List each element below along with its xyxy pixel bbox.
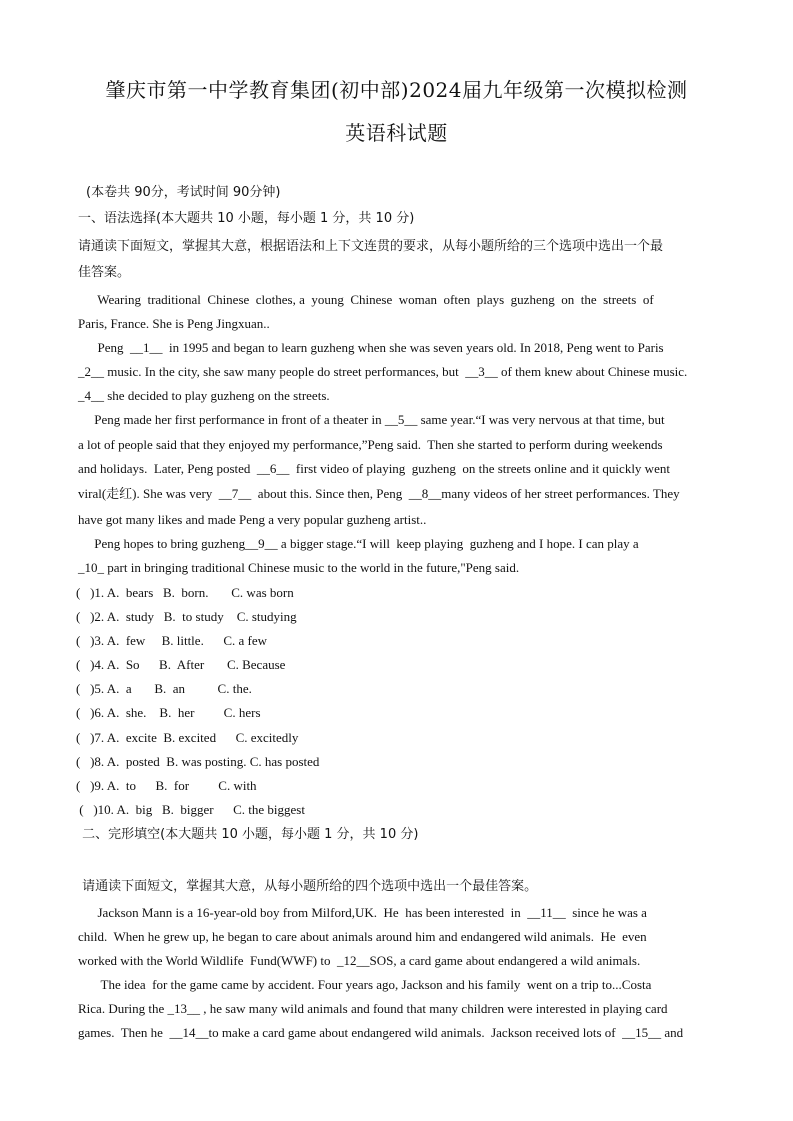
- passage1-line: and holidays. Later, Peng posted __6__ first video of playing guzheng on the streets online and it quickly went: [78, 461, 670, 476]
- question-option-row: ( )6. A. she. B. her C. hers: [76, 705, 261, 720]
- section1-heading: 一、语法选择(本大题共 10 小题，每小题 1 分，共 10 分): [78, 211, 415, 226]
- question-option-row: ( )2. A. study B. to study C. studying: [76, 609, 297, 624]
- question-option-row: ( )5. A. a B. an C. the.: [76, 681, 252, 696]
- question-option-row: ( )8. A. posted B. was posting. C. has posted: [76, 754, 320, 769]
- passage2-line: games. Then he __14__to make a card game about endangered wild animals. Jackson received lots of __15__ and: [78, 1025, 684, 1040]
- passage2-line: Rica. During the _13__ , he saw many wild animals and found that many children were interested in playing card: [78, 1001, 668, 1016]
- section1-instruction-line2: 佳答案。: [78, 265, 131, 280]
- section1-instruction-line1: 请通读下面短文，掌握其大意，根据语法和上下文连贯的要求，从每小题所给的三个选项中选出一个最: [78, 239, 664, 254]
- question-option-row: ( )1. A. bears B. born. C. was born: [76, 585, 294, 600]
- exam-subtitle: 英语科试题: [345, 121, 448, 145]
- passage1-line: Paris, France. She is Peng Jingxuan..: [78, 316, 270, 331]
- question-option-row: ( )9. A. to B. for C. with: [76, 778, 257, 793]
- exam-note: (本卷共 90分，考试时间 90分钟): [86, 185, 281, 200]
- passage2-line: The idea for the game came by accident. Four years ago, Jackson and his family went on a trip to...Costa: [78, 977, 652, 992]
- passage2-line: child. When he grew up, he began to care about animals around him and endangered wild animals. He even: [78, 929, 647, 944]
- passage1-line: a lot of people said that they enjoyed my performance,”Peng said. Then she started to perform during weekends: [78, 437, 663, 452]
- passage1-line: Wearing traditional Chinese clothes, a young Chinese woman often plays guzheng on the streets of: [78, 292, 654, 307]
- passage2-line: worked with the World Wildlife Fund(WWF) to _12__SOS, a card game about endangered a wild animals.: [78, 953, 641, 968]
- passage1-line: Peng made her first performance in front of a theater in __5__ same year.“I was very nervous at that time, but: [78, 412, 665, 427]
- passage1-line: _10_ part in bringing traditional Chinese music to the world in the future,"Peng said.: [78, 560, 520, 575]
- question-option-row: ( )3. A. few B. little. C. a few: [76, 633, 267, 648]
- passage1-line: viral(走红). She was very __7__ about this. Since then, Peng __8__many videos of her street performances. They: [78, 486, 680, 501]
- passage1-line: Peng __1__ in 1995 and began to learn guzheng when she was seven years old. In 2018, Peng went to Paris: [78, 340, 664, 355]
- question-option-row: ( )4. A. So B. After C. Because: [76, 657, 286, 672]
- question-option-row: ( )10. A. big B. bigger C. the biggest: [76, 802, 305, 817]
- passage1-line: _2__ music. In the city, she saw many people do street performances, but __3__ of them knew about Chinese music.: [78, 364, 688, 379]
- exam-title: 肇庆市第一中学教育集团(初中部)2024届九年级第一次模拟检测: [105, 78, 688, 102]
- passage2-line: Jackson Mann is a 16-year-old boy from Milford,UK. He has been interested in __11__ since he was a: [78, 905, 647, 920]
- passage1-line: have got many likes and made Peng a very popular guzheng artist..: [78, 512, 427, 527]
- passage1-line: _4__ she decided to play guzheng on the streets.: [78, 388, 330, 403]
- section2-instruction: 请通读下面短文，掌握其大意，从每小题所给的四个选项中选出一个最佳答案。: [78, 879, 538, 894]
- passage1-line: Peng hopes to bring guzheng__9__ a bigger stage.“I will keep playing guzheng and I hope. I can play a: [78, 536, 639, 551]
- question-option-row: ( )7. A. excite B. excited C. excitedly: [76, 730, 299, 745]
- section2-heading: 二、完形填空(本大题共 10 小题，每小题 1 分，共 10 分): [78, 827, 419, 842]
